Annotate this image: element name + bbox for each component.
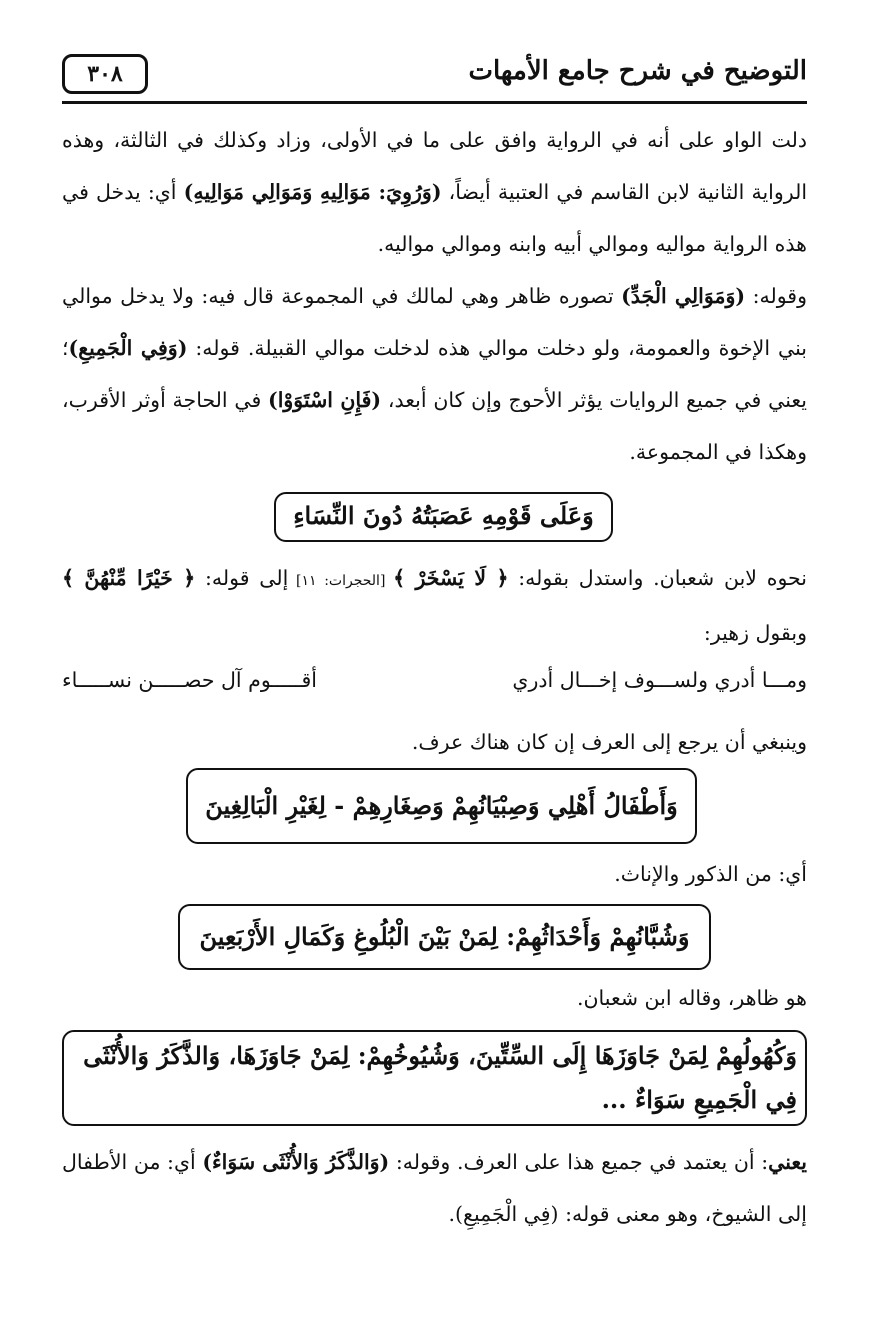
- quoted-matn: (وَفِي الْجَمِيعِ): [68, 336, 188, 360]
- text: وبقول زهير:: [703, 621, 807, 645]
- text: في الحاجة أوثر الأقرب، وهكذا في المجموعة.: [62, 388, 807, 464]
- quran-reference: [الحجرات: ١١]: [288, 573, 394, 589]
- text: إلى قوله:: [195, 566, 289, 590]
- quran-quote: ﴿ لَا يَسْخَرْ ﴾: [393, 566, 509, 590]
- page-header: [62, 52, 807, 104]
- matn-box-2: وَأَطْفَالُ أَهْلِي وَصِبْيَانُهِمْ وَصِغَارِهِمْ - لِغَيْرِ الْبَالِغِينَ: [186, 768, 697, 844]
- text: أي: يدخل في هذه الرواية مواليه وموالي أبيه وابنه وموالي مواليه.: [62, 180, 807, 256]
- text: وقوله:: [745, 284, 808, 308]
- text: نحوه لابن شعبان. واستدل بقوله:: [508, 566, 807, 590]
- quoted-matn: (وَالذَّكَرُ وَالأُنْثَى سَوَاءٌ): [202, 1150, 390, 1174]
- text: دلت الواو على أنه في الرواية وافق على ما في الأولى، وزاد وكذلك في الثالثة، وهذه الرواية الثانية لابن القاسم في العتبية أيضاً،: [62, 128, 808, 204]
- header-divider: [62, 101, 807, 104]
- emphasis: يعني: [768, 1150, 808, 1174]
- paragraph-2: [62, 270, 807, 478]
- matn-box-3: وَشُبَّانُهِمْ وَأَحْدَاثُهِمْ: لِمَنْ بَيْنَ الْبُلُوغِ وَكَمَالِ الأَرْبَعِينَ: [178, 904, 711, 970]
- page-number: ٣٠٨: [62, 54, 148, 94]
- paragraph-6: هو ظاهر، وقاله ابن شعبان.: [576, 986, 807, 1010]
- text: ؛ يعني في جميع الروايات يؤثر الأحوج وإن كان أبعد،: [62, 336, 807, 412]
- quoted-matn: (فَإِنِ اسْتَوَوْا): [268, 388, 382, 412]
- quoted-matn: (وَرُوِيَ: مَوَالِيهِ وَمَوَالِي مَوَالِيهِ): [183, 180, 442, 204]
- quran-quote: ﴿ خَيْرًا مِّنْهُنَّ ﴾: [62, 566, 196, 590]
- matn-box-1: وَعَلَى قَوْمِهِ عَصَبَتُهُ دُونَ النِّسَاءِ: [274, 492, 613, 542]
- quoted-matn: (وَمَوَالِي الْجَدِّ): [621, 284, 746, 308]
- matn-box-4: وَكُهُولُهِمْ لِمَنْ جَاوَزَهَا إِلَى السِّتِّينَ، وَشُيُوخُهِمْ: لِمَنْ جَاوَزَهَا، وَالذَّكَرُ وَالأُنْثَى فِي الْجَمِيعِ سَوَاءٌ ...: [62, 1030, 807, 1126]
- text: تصوره ظاهر وهي لمالك في المجموعة قال فيه: ولا يدخل موالي بني الإخوة والعمومة، ولو دخلت موالي هذه لدخلت موالي القبيلة. قوله:: [62, 284, 807, 360]
- paragraph-7: [62, 1136, 807, 1240]
- poetry-verse: [62, 668, 807, 708]
- text: : أن يعتمد في جميع هذا على العرف. وقوله:: [389, 1150, 769, 1174]
- verse-second-hemistich: أقـــــوم آل حصـــــن نســـــاء: [62, 668, 317, 692]
- paragraph-1: [62, 114, 807, 270]
- running-title: التوضيح في شرح جامع الأمهات: [468, 56, 807, 86]
- paragraph-3: [62, 552, 807, 659]
- paragraph-4: وينبغي أن يرجع إلى العرف إن كان هناك عرف.: [411, 730, 807, 754]
- text: أي: من الأطفال إلى الشيوخ، وهو معنى قوله: (فِي الْجَمِيعِ).: [62, 1150, 807, 1226]
- paragraph-5: أي: من الذكور والإناث.: [614, 862, 807, 886]
- verse-first-hemistich: ومـــا أدري ولســـوف إخـــال أدري: [512, 668, 807, 692]
